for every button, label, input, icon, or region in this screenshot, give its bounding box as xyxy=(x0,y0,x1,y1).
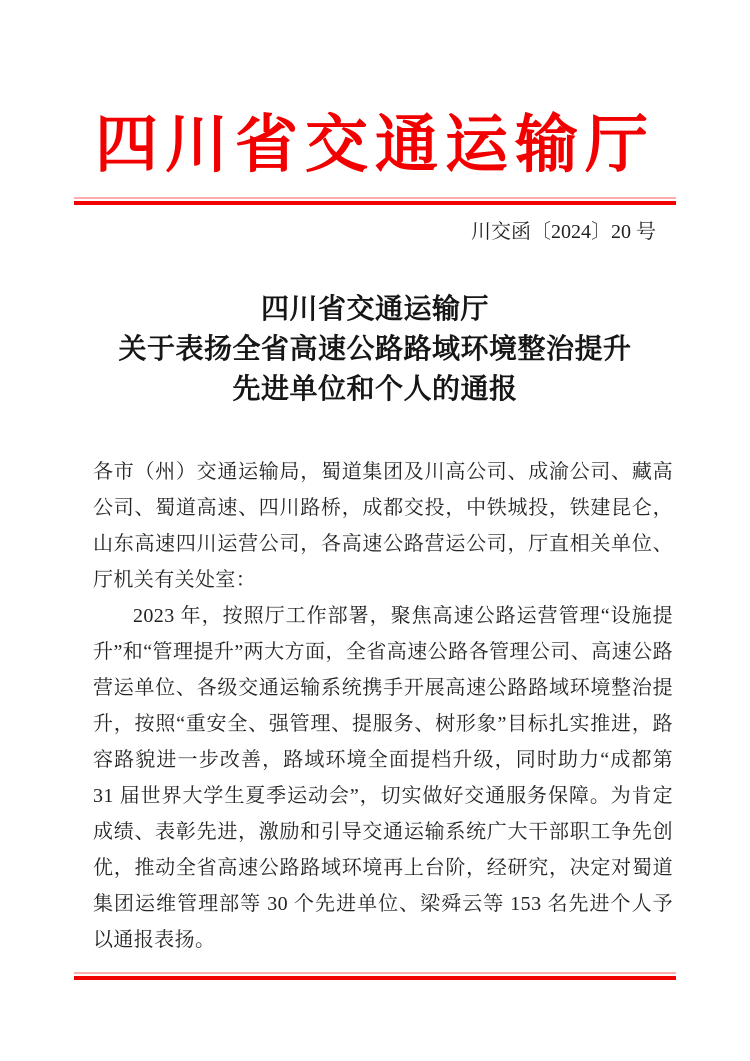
document-body xyxy=(93,454,673,958)
header-rule-thin-line xyxy=(74,197,676,199)
footer-double-rule xyxy=(74,972,676,980)
body-salutation-paragraph: 各市（州）交通运输局，蜀道集团及川高公司、成渝公司、藏高公司、蜀道高速、四川路桥，成都交投，中铁城投，铁建昆仑，山东高速四川运营公司，各高速公路营运公司，厅直相关单位、厅机关有关处室： xyxy=(93,461,673,591)
doc-number-text: 川交函〔2024〕20 号 xyxy=(471,221,656,243)
document-title-line-3: 先进单位和个人的通报 xyxy=(232,374,518,405)
body-main-paragraph: 2023 年，按照厅工作部署，聚焦高速公路运营管理“设施提升”和“管理提升”两大方面，全省高速公路各管理公司、高速公路营运单位、各级交通运输系统携手开展高速公路路域环境整治提升，按照“重安全、强管理、提服务、树形象”目标扎实推进，路容路貌进一步改善，路域环境全面提档升级，同时助力“成都第 31 届世界大学生夏季运动会”，切实做好交通服务保障。为肯定成绩、表彰先进，激励和引导交通运输系统广大干部职工争先创优，推动全省高速公路路域环境再上台阶，经研究，决定对蜀道集团运维管理部等 30 个先进单位、梁舜云等 153 名先进个人予以通报表扬。 xyxy=(93,605,673,951)
document-title-line-1: 四川省交通运输厅 xyxy=(260,294,489,325)
footer-rule-thin-line xyxy=(74,972,676,974)
doc-number xyxy=(74,218,676,246)
letterhead-agency-title: 四川省交通运输厅 xyxy=(95,110,655,180)
footer-rule-thick-line xyxy=(74,976,676,980)
header-double-rule xyxy=(74,197,676,205)
document-title-line-2: 关于表扬全省高速公路路域环境整治提升 xyxy=(118,334,632,365)
header-rule-thick-line xyxy=(74,201,676,205)
document-title xyxy=(0,290,750,410)
